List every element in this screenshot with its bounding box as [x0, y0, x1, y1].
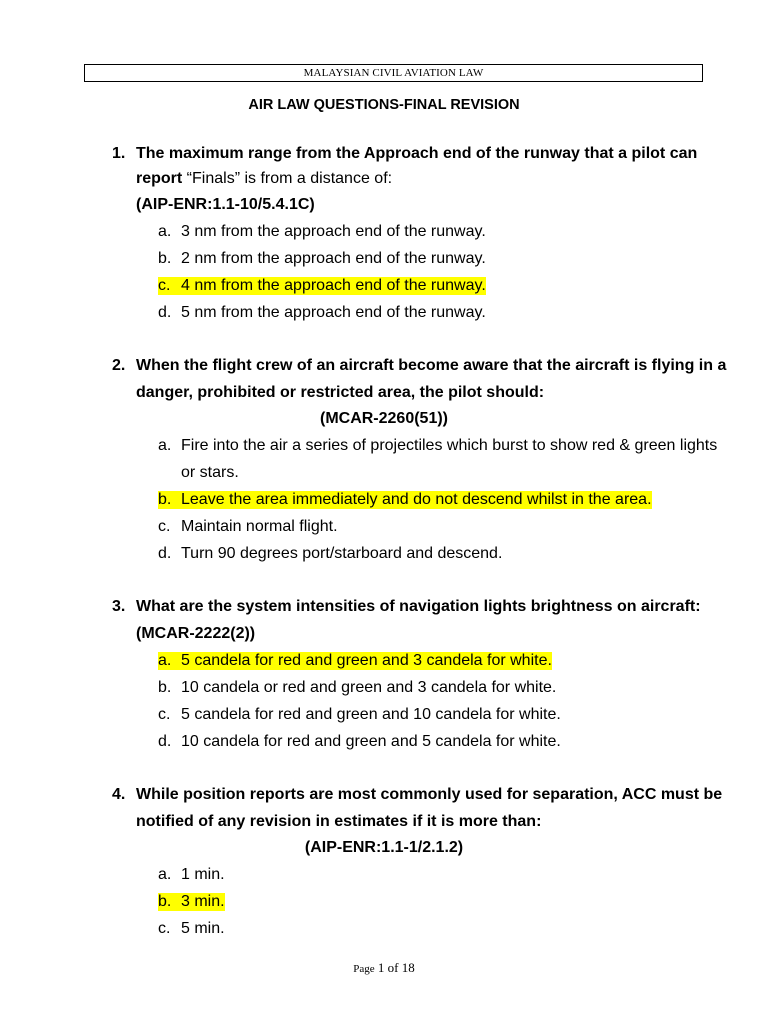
page-total: 18	[401, 960, 415, 975]
option-text: 1 min.	[181, 866, 225, 883]
question-text-line: What are the system intensities of navigation lights brightness on aircraft:	[136, 598, 701, 615]
answer-option	[158, 437, 718, 455]
running-title: MALAYSIAN CIVIL AVIATION LAW	[303, 67, 484, 79]
question-text-line: When the flight crew of an aircraft become aware that the aircraft is flying in a	[136, 357, 727, 374]
page-word: Page	[353, 963, 375, 975]
question-reference: (AIP-ENR:1.1-10/5.4.1C)	[136, 196, 315, 213]
answer-option-highlighted	[158, 893, 225, 911]
option-text: 5 min.	[181, 920, 225, 937]
answer-option	[158, 545, 502, 563]
question-number: 3.	[112, 598, 126, 615]
question-number: 2.	[112, 357, 126, 374]
option-text: Fire into the air a series of projectiles which burst to show red & green lights	[181, 437, 718, 454]
option-text: 4 nm from the approach end of the runway.	[181, 277, 486, 294]
option-letter: c.	[158, 518, 171, 535]
answer-option-highlighted	[158, 277, 486, 295]
option-letter: c.	[158, 920, 171, 937]
question-reference: (MCAR-2260(51))	[319, 410, 449, 427]
question-reference: (AIP-ENR:1.1-1/2.1.2)	[304, 839, 464, 856]
question-reference: (MCAR-2222(2))	[136, 625, 256, 642]
option-letter: a.	[158, 866, 172, 883]
running-header	[84, 64, 703, 82]
answer-option	[158, 679, 556, 697]
option-letter: d.	[158, 733, 172, 750]
question-text-line: The maximum range from the Approach end of the runway that a pilot can	[136, 145, 698, 162]
option-letter: c.	[158, 277, 171, 294]
option-text: 2 nm from the approach end of the runway.	[181, 250, 486, 267]
option-text: 10 candela for red and green and 5 candela for white.	[181, 733, 561, 750]
answer-option	[158, 223, 486, 241]
question-number: 4.	[112, 786, 126, 803]
option-letter: b.	[158, 491, 172, 508]
option-text: 3 min.	[181, 893, 225, 910]
answer-option	[158, 866, 225, 884]
question-text-line	[136, 170, 392, 188]
option-letter: a.	[158, 223, 172, 240]
option-letter: d.	[158, 545, 172, 562]
option-letter: b.	[158, 250, 172, 267]
answer-option	[158, 250, 486, 268]
option-text: Turn 90 degrees port/starboard and descend.	[181, 545, 503, 562]
answer-option	[158, 733, 561, 751]
answer-option-highlighted	[158, 491, 652, 509]
option-text: 10 candela or red and green and 3 candela for white.	[181, 679, 557, 696]
answer-option	[158, 920, 225, 938]
option-letter: a.	[158, 437, 172, 454]
option-text: Maintain normal flight.	[181, 518, 338, 535]
of-word: of	[387, 960, 399, 975]
option-text: 5 nm from the approach end of the runway.	[181, 304, 486, 321]
option-continuation: or stars.	[181, 464, 239, 481]
document-title: AIR LAW QUESTIONS-FINAL REVISION	[248, 97, 520, 113]
option-text: 5 candela for red and green and 3 candela for white.	[181, 652, 552, 669]
answer-option	[158, 518, 338, 536]
option-text: 3 nm from the approach end of the runway.	[181, 223, 486, 240]
option-letter: a.	[158, 652, 172, 669]
option-letter: c.	[158, 706, 171, 723]
option-letter: b.	[158, 893, 172, 910]
option-text: Leave the area immediately and do not descend whilst in the area.	[181, 491, 652, 508]
question-text-line: notified of any revision in estimates if it is more than:	[136, 813, 542, 830]
answer-option	[158, 706, 561, 724]
question-text-bold: report	[136, 170, 183, 187]
question-text-line: danger, prohibited or restricted area, the pilot should:	[136, 384, 545, 401]
answer-option	[158, 304, 486, 322]
page-current: 1	[377, 960, 385, 975]
question-text-line: While position reports are most commonly used for separation, ACC must be	[136, 786, 723, 803]
question-number: 1.	[112, 145, 126, 162]
option-text: 5 candela for red and green and 10 candela for white.	[181, 706, 561, 723]
answer-option-highlighted	[158, 652, 552, 670]
question-text-rest: “Finals” is from a distance of:	[182, 170, 393, 187]
page-footer	[0, 960, 768, 976]
option-letter: b.	[158, 679, 172, 696]
option-letter: d.	[158, 304, 172, 321]
